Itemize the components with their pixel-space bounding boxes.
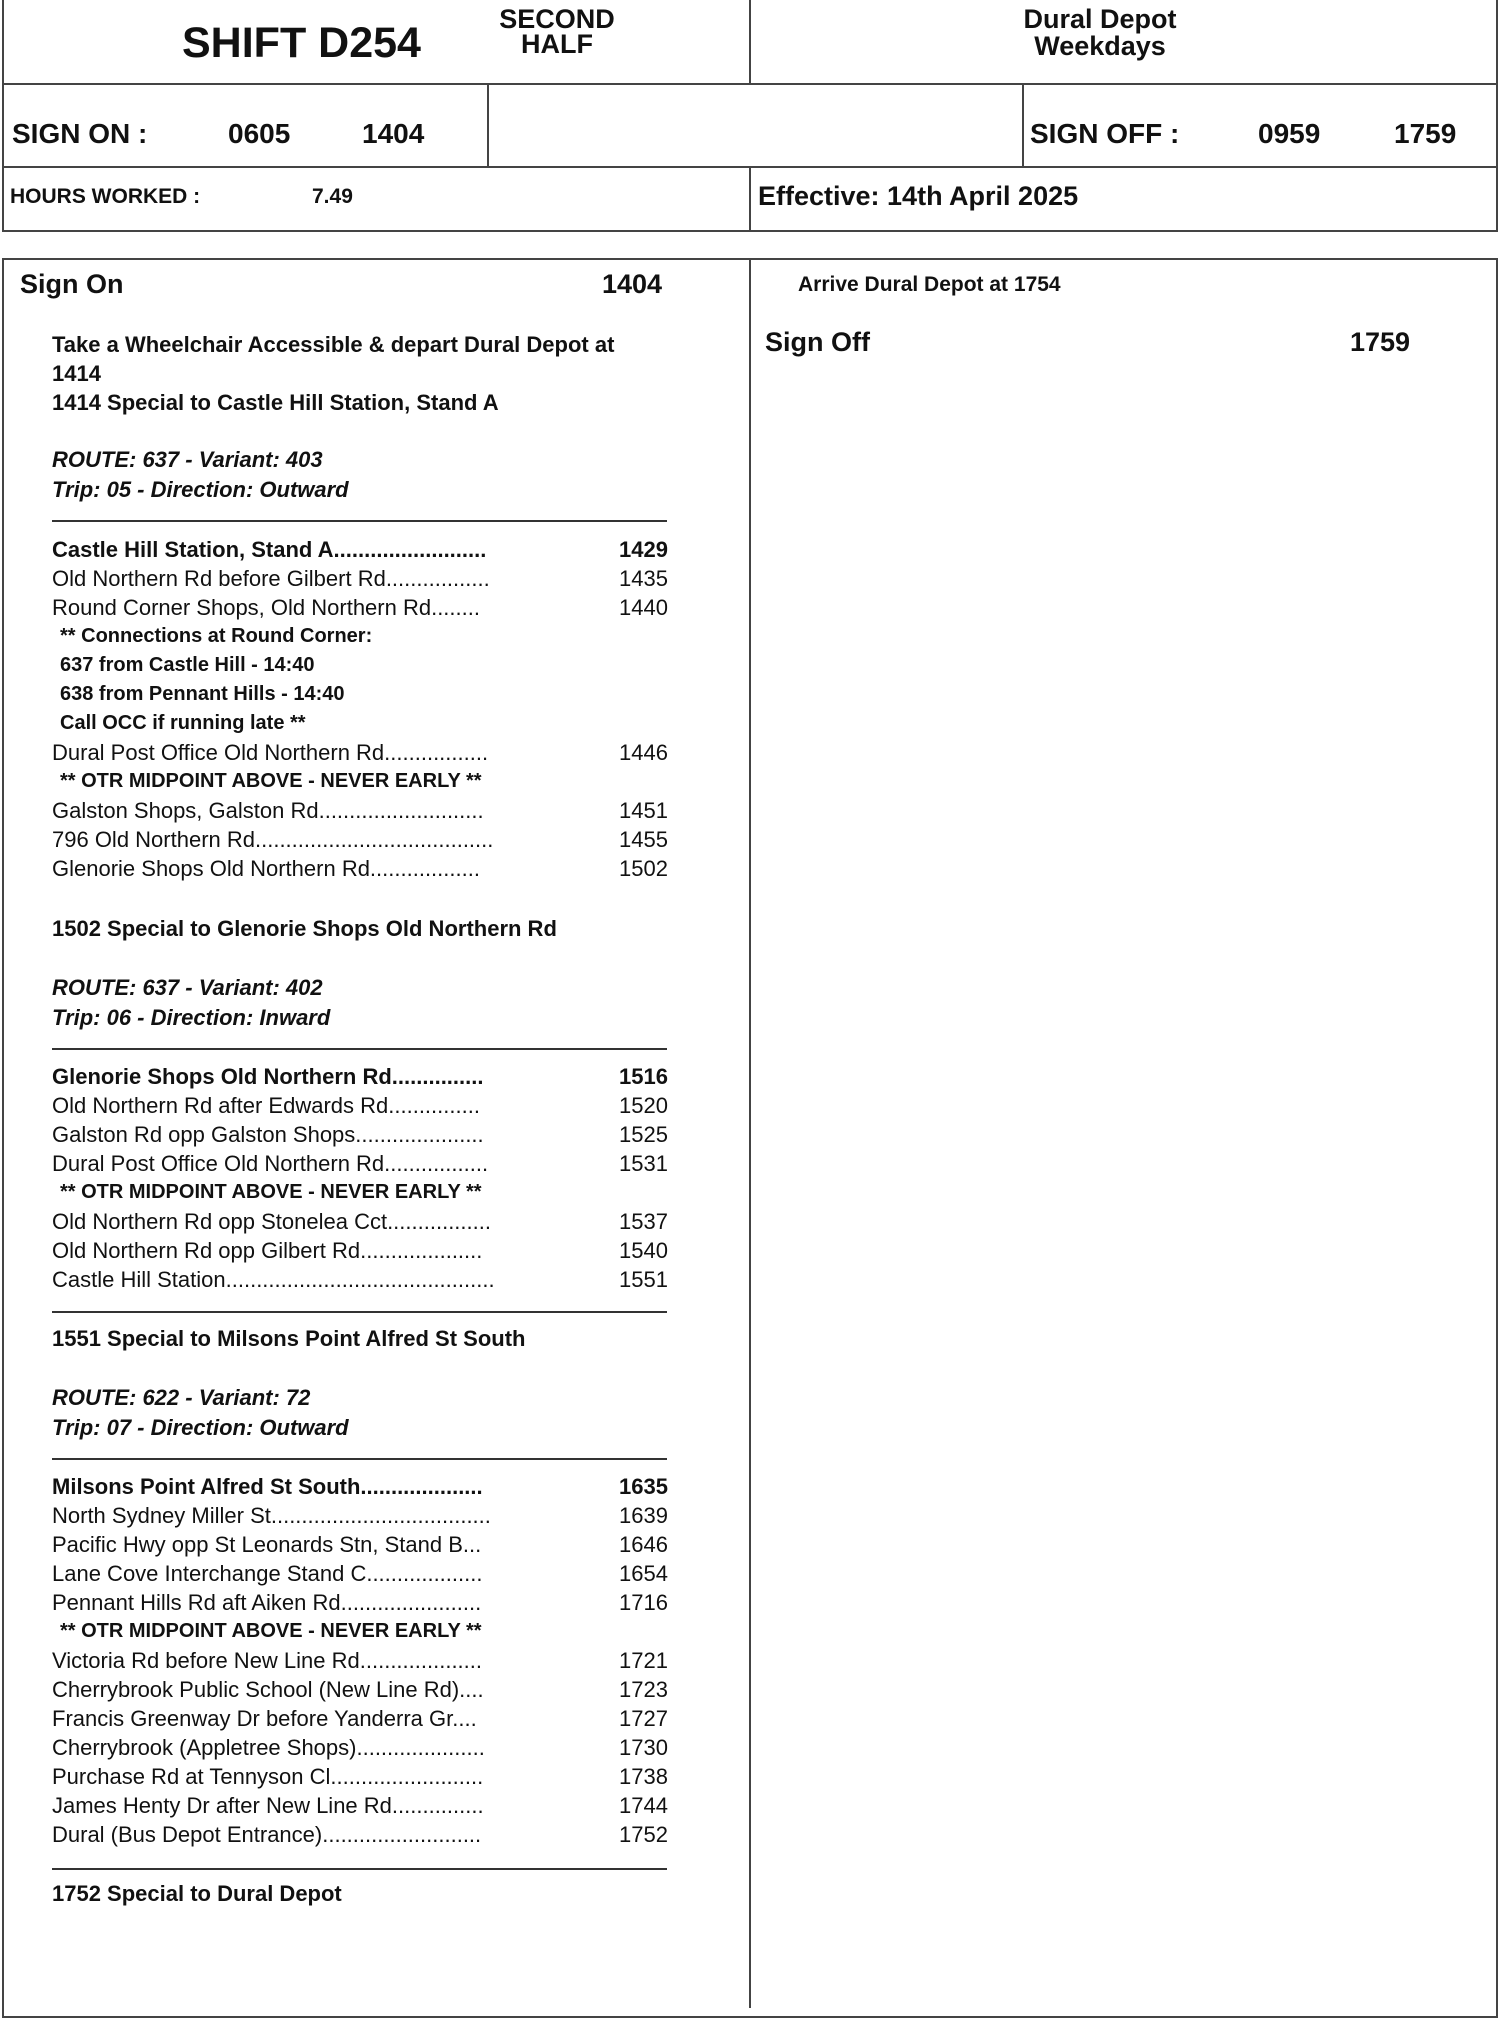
stop-name: Lane Cove Interchange Stand C................... xyxy=(52,1561,483,1586)
trip3-rule-bottom xyxy=(52,1868,667,1870)
stop-row xyxy=(52,593,668,623)
stop-time: 1730 xyxy=(619,1735,668,1760)
stop-name: Old Northern Rd opp Stonelea Cct................. xyxy=(52,1209,491,1234)
connection-note: ** Connections at Round Corner: xyxy=(60,625,373,647)
trip1-rule-top xyxy=(52,520,667,522)
effective-date: Effective: 14th April 2025 xyxy=(758,181,1079,211)
trip2-rule-top xyxy=(52,1048,667,1050)
stop-time: 1440 xyxy=(619,595,668,620)
stop-time: 1446 xyxy=(619,740,668,765)
intro-line-1: Take a Wheelchair Accessible & depart Dural Depot at xyxy=(52,332,615,357)
stop-time: 1435 xyxy=(619,566,668,591)
stop-row xyxy=(52,1091,668,1121)
intro-line-3: 1414 Special to Castle Hill Station, Stand A xyxy=(52,390,499,415)
trip2-route: ROUTE: 637 - Variant: 402 xyxy=(52,975,323,1000)
stop-name: Glenorie Shops Old Northern Rd.................. xyxy=(52,856,480,881)
special-2: 1502 Special to Glenorie Shops Old Northern Rd xyxy=(52,916,557,941)
stop-name: Castle Hill Station............................................ xyxy=(52,1267,495,1292)
header-vline-signon xyxy=(487,83,489,166)
sign-off-time-1: 0959 xyxy=(1258,118,1321,149)
stop-name: Galston Shops, Galston Rd........................... xyxy=(52,798,484,823)
stop-row xyxy=(52,1791,668,1821)
stop-row xyxy=(52,535,668,565)
sign-on-heading-time: 1404 xyxy=(602,269,663,299)
header-divider-1 xyxy=(2,83,1498,85)
midpoint-note: ** OTR MIDPOINT ABOVE - NEVER EARLY ** xyxy=(60,770,482,792)
stop-time: 1531 xyxy=(619,1151,668,1176)
stop-time: 1721 xyxy=(619,1648,668,1673)
intro-line-2: 1414 xyxy=(52,361,101,386)
stop-name: Purchase Rd at Tennyson Cl......................... xyxy=(52,1764,484,1789)
stop-name: Round Corner Shops, Old Northern Rd........ xyxy=(52,595,480,620)
stop-name: Glenorie Shops Old Northern Rd............... xyxy=(52,1064,484,1089)
stop-row xyxy=(52,1820,668,1850)
stop-row xyxy=(52,796,668,826)
header-vline-effective xyxy=(749,166,751,232)
shift-title: SHIFT D254 xyxy=(182,19,421,67)
midpoint-note: ** OTR MIDPOINT ABOVE - NEVER EARLY ** xyxy=(60,1620,482,1642)
stop-name: Old Northern Rd opp Gilbert Rd.................... xyxy=(52,1238,483,1263)
sign-off-heading-time: 1759 xyxy=(1350,327,1411,357)
stop-time: 1429 xyxy=(619,537,668,562)
half-line-2: HALF xyxy=(521,29,593,59)
arrive-depot: Arrive Dural Depot at 1754 xyxy=(798,273,1061,296)
stop-time: 1646 xyxy=(619,1532,668,1557)
sign-on-label: SIGN ON : xyxy=(12,118,148,149)
stop-name: James Henty Dr after New Line Rd............... xyxy=(52,1793,484,1818)
stop-time: 1455 xyxy=(619,827,668,852)
stop-row xyxy=(52,825,668,855)
stop-row xyxy=(52,1236,668,1266)
stop-name: Dural Post Office Old Northern Rd................. xyxy=(52,1151,489,1176)
stop-name: Cherrybrook (Appletree Shops)..................... xyxy=(52,1735,485,1760)
stop-row xyxy=(52,1501,668,1531)
stop-row xyxy=(52,1559,668,1589)
stop-row xyxy=(52,1762,668,1792)
stop-row xyxy=(52,1149,668,1179)
stop-row xyxy=(52,738,668,768)
stop-row xyxy=(52,564,668,594)
stop-name: Old Northern Rd after Edwards Rd............... xyxy=(52,1093,480,1118)
stop-name: Dural Post Office Old Northern Rd................. xyxy=(52,740,489,765)
stop-row xyxy=(52,1120,668,1150)
stop-row xyxy=(52,1704,668,1734)
sign-off-time-2: 1759 xyxy=(1394,118,1457,149)
stop-row xyxy=(52,1265,668,1295)
stop-name: Dural (Bus Depot Entrance).......................... xyxy=(52,1822,482,1847)
stop-time: 1727 xyxy=(619,1706,668,1731)
stop-row xyxy=(52,1646,668,1676)
stop-name: Old Northern Rd before Gilbert Rd................. xyxy=(52,566,490,591)
stop-name: Galston Rd opp Galston Shops..................... xyxy=(52,1122,484,1147)
sign-on-time-2: 1404 xyxy=(362,118,425,149)
stop-name: 796 Old Northern Rd....................................... xyxy=(52,827,494,852)
stop-time: 1716 xyxy=(619,1590,668,1615)
sign-on-heading: Sign On xyxy=(20,269,124,299)
stop-time: 1723 xyxy=(619,1677,668,1702)
stop-time: 1520 xyxy=(619,1093,668,1118)
trip3-trip: Trip: 07 - Direction: Outward xyxy=(52,1415,349,1440)
stop-name: Pacific Hwy opp St Leonards Stn, Stand B... xyxy=(52,1532,482,1557)
stop-time: 1551 xyxy=(619,1267,668,1292)
stop-time: 1451 xyxy=(619,798,668,823)
special-3: 1551 Special to Milsons Point Alfred St South xyxy=(52,1326,526,1351)
stop-time: 1516 xyxy=(619,1064,668,1089)
stop-name: Pennant Hills Rd aft Aiken Rd....................... xyxy=(52,1590,482,1615)
stop-row xyxy=(52,1472,668,1502)
stop-name: Francis Greenway Dr before Yanderra Gr.... xyxy=(52,1706,477,1731)
stop-name: Milsons Point Alfred St South.................... xyxy=(52,1474,483,1499)
sign-off-heading: Sign Off xyxy=(765,327,870,357)
sign-on-time-1: 0605 xyxy=(228,118,291,149)
stop-row xyxy=(52,1530,668,1560)
stop-time: 1537 xyxy=(619,1209,668,1234)
stop-time: 1525 xyxy=(619,1122,668,1147)
hours-label: HOURS WORKED : xyxy=(10,185,201,208)
stop-row xyxy=(52,1062,668,1092)
stop-time: 1752 xyxy=(619,1822,668,1847)
stop-time: 1635 xyxy=(619,1474,668,1499)
stop-row xyxy=(52,1207,668,1237)
stop-name: North Sydney Miller St.................................... xyxy=(52,1503,491,1528)
hours-value: 7.49 xyxy=(312,185,353,208)
trip1-trip: Trip: 05 - Direction: Outward xyxy=(52,477,349,502)
connection-note: 637 from Castle Hill - 14:40 xyxy=(60,654,315,676)
depot-days: Weekdays xyxy=(1034,31,1166,61)
special-4: 1752 Special to Dural Depot xyxy=(52,1881,342,1906)
stop-time: 1639 xyxy=(619,1503,668,1528)
connection-note: 638 from Pennant Hills - 14:40 xyxy=(60,683,345,705)
stop-row xyxy=(52,1588,668,1618)
connection-note: Call OCC if running late ** xyxy=(60,712,306,734)
depot-name: Dural Depot xyxy=(1023,4,1177,34)
stop-name: Cherrybrook Public School (New Line Rd).... xyxy=(52,1677,484,1702)
stop-time: 1502 xyxy=(619,856,668,881)
midpoint-note: ** OTR MIDPOINT ABOVE - NEVER EARLY ** xyxy=(60,1181,482,1203)
trip2-trip: Trip: 06 - Direction: Inward xyxy=(52,1005,331,1030)
sign-off-label: SIGN OFF : xyxy=(1030,118,1180,149)
stop-time: 1744 xyxy=(619,1793,668,1818)
half-line-1: SECOND xyxy=(499,4,615,34)
schedule-divider xyxy=(749,258,751,2008)
stop-row xyxy=(52,1675,668,1705)
stop-row xyxy=(52,854,668,884)
stop-time: 1654 xyxy=(619,1561,668,1586)
header-vline-signoff xyxy=(1022,83,1024,166)
stop-row xyxy=(52,1733,668,1763)
stop-time: 1540 xyxy=(619,1238,668,1263)
stop-name: Victoria Rd before New Line Rd.................... xyxy=(52,1648,482,1673)
stop-time: 1738 xyxy=(619,1764,668,1789)
trip3-rule-top xyxy=(52,1458,667,1460)
trip2-rule-bottom xyxy=(52,1311,667,1313)
trip1-route: ROUTE: 637 - Variant: 403 xyxy=(52,447,323,472)
trip3-route: ROUTE: 622 - Variant: 72 xyxy=(52,1385,311,1410)
stop-name: Castle Hill Station, Stand A......................... xyxy=(52,537,487,562)
